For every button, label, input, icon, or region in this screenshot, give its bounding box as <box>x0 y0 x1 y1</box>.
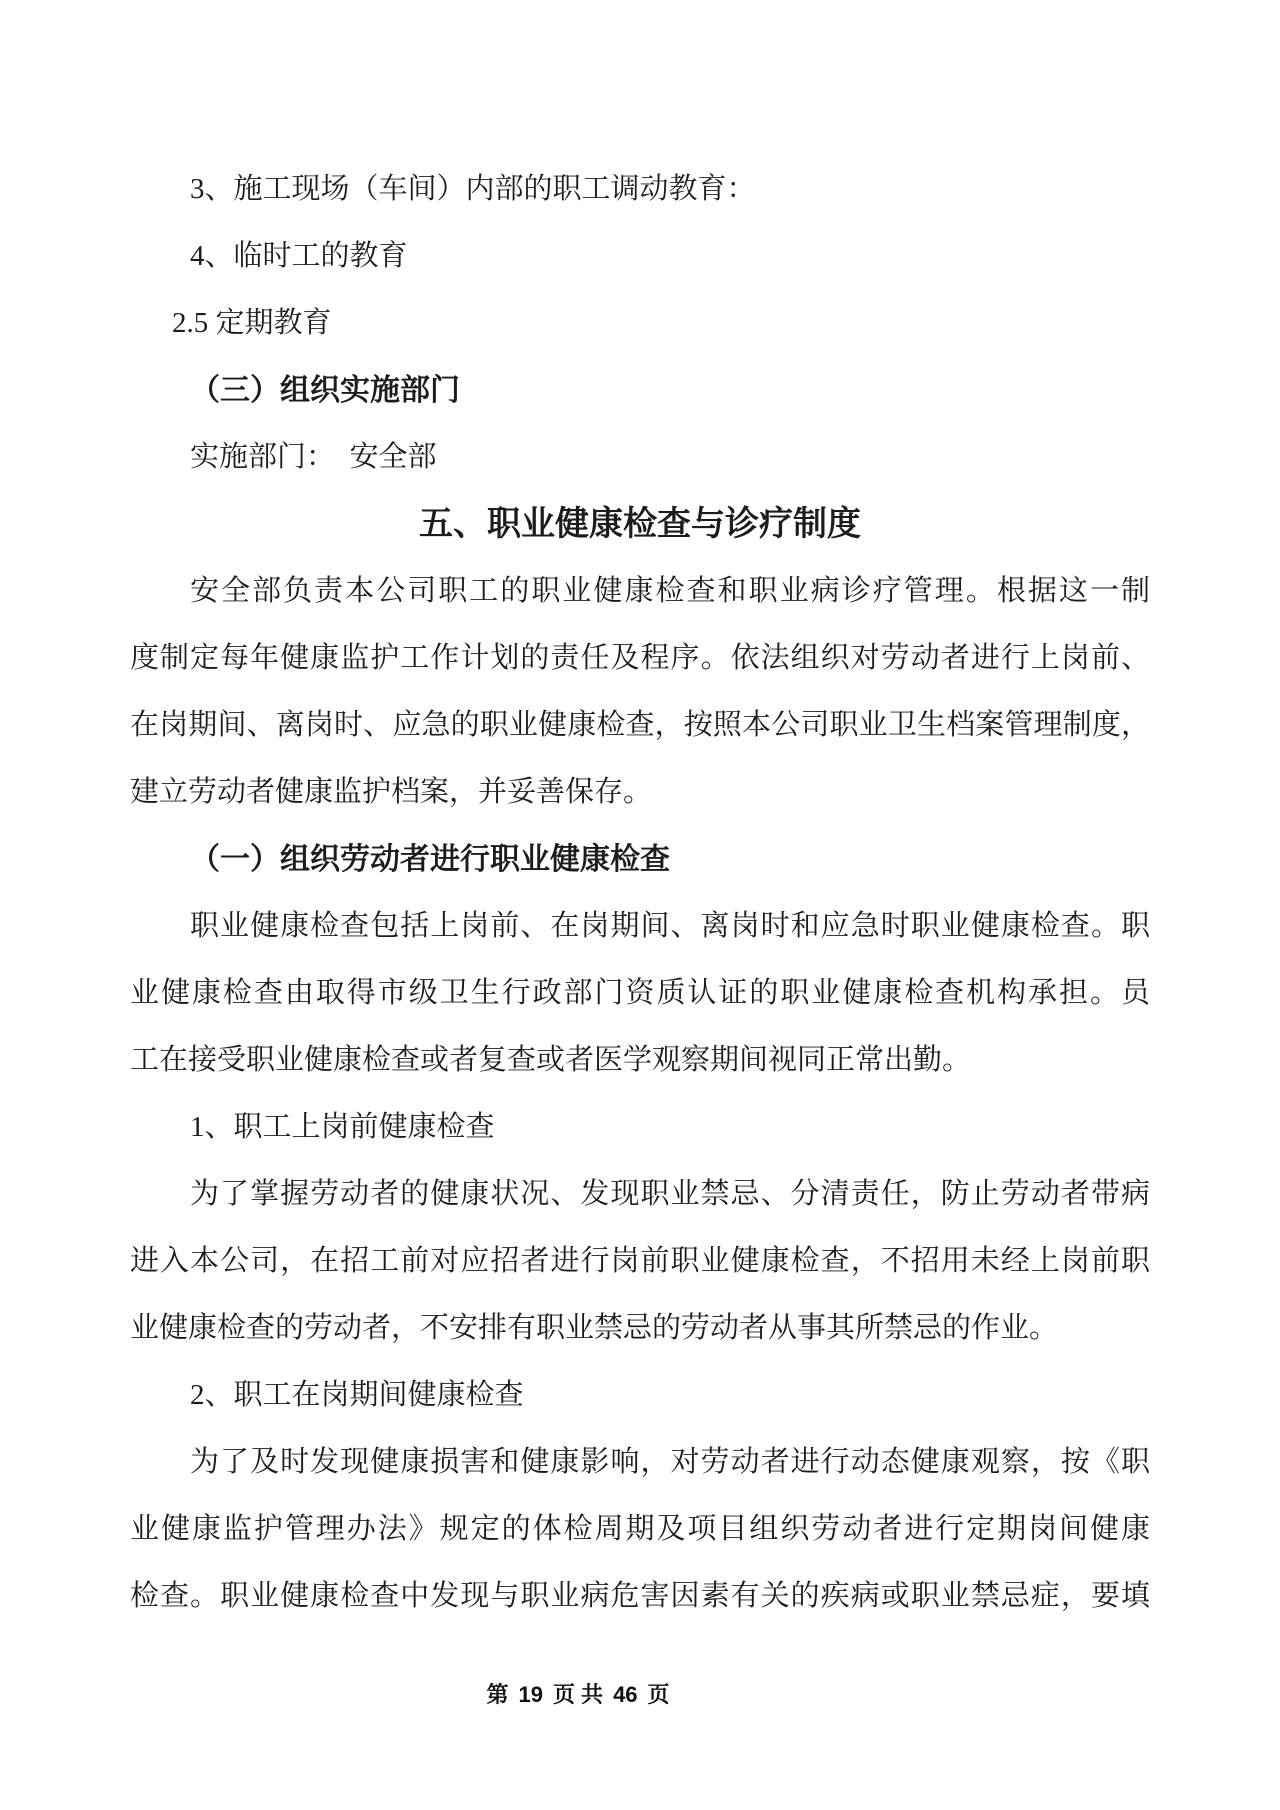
paragraph-line: 业健康监护管理办法》规定的体检周期及项目组织劳动者进行定期岗间健康 <box>130 1513 1150 1545</box>
paragraph-line: 进入本公司，在招工前对应招者进行岗前职业健康检查，不招用未经上岗前职 <box>130 1245 1150 1277</box>
paragraph-line: 建立劳动者健康监护档案，并妥善保存。 <box>130 776 653 808</box>
page-footer <box>0 1680 1156 1710</box>
subsection-heading-3: （三）组织实施部门 <box>190 374 460 407</box>
paragraph-line: 为了及时发现健康损害和健康影响，对劳动者进行动态健康观察，按《职 <box>190 1446 1150 1478</box>
paragraph-line: 业健康检查由取得市级卫生行政部门资质认证的职业健康检查机构承担。员 <box>130 977 1150 1009</box>
paragraph-line: 度制定每年健康监护工作计划的责任及程序。依法组织对劳动者进行上岗前、 <box>130 642 1150 674</box>
footer-infix: 页 共 <box>552 1682 604 1707</box>
footer-prefix: 第 <box>486 1682 509 1707</box>
paragraph-line: 业健康检查的劳动者，不安排有职业禁忌的劳动者从事其所禁忌的作业。 <box>130 1312 1059 1344</box>
list-item-3: 3、施工现场（车间）内部的职工调动教育： <box>190 173 756 205</box>
paragraph-line: 安全部负责本公司职工的职业健康检查和职业病诊疗管理。根据这一制 <box>190 575 1150 607</box>
implementing-dept-line: 实施部门： 安全部 <box>190 441 437 473</box>
paragraph-line: 在岗期间、离岗时、应急的职业健康检查，按照本公司职业卫生档案管理制度， <box>130 709 1150 741</box>
document-body <box>130 156 1150 1630</box>
footer-suffix: 页 <box>647 1682 670 1707</box>
paragraph-line: 检查。职业健康检查中发现与职业病危害因素有关的疾病或职业禁忌症，要填 <box>130 1580 1150 1612</box>
list-item-1: 1、职工上岗前健康检查 <box>190 1111 495 1143</box>
paragraph-line: 为了掌握劳动者的健康状况、发现职业禁忌、分清责任，防止劳动者带病 <box>190 1178 1150 1210</box>
footer-current-page: 19 <box>518 1682 543 1707</box>
list-item-2: 2、职工在岗期间健康检查 <box>190 1379 524 1411</box>
section-heading-5: 五、职业健康检查与诊疗制度 <box>419 505 861 543</box>
list-item-2-5: 2.5 定期教育 <box>172 307 332 339</box>
subsection-heading-1: （一）组织劳动者进行职业健康检查 <box>190 843 670 876</box>
footer-total-pages: 46 <box>613 1682 638 1707</box>
paragraph-line: 职业健康检查包括上岗前、在岗期间、离岗时和应急时职业健康检查。职 <box>190 910 1150 942</box>
list-item-4: 4、临时工的教育 <box>190 240 408 272</box>
paragraph-line: 工在接受职业健康检查或者复查或者医学观察期间视同正常出勤。 <box>130 1044 972 1076</box>
